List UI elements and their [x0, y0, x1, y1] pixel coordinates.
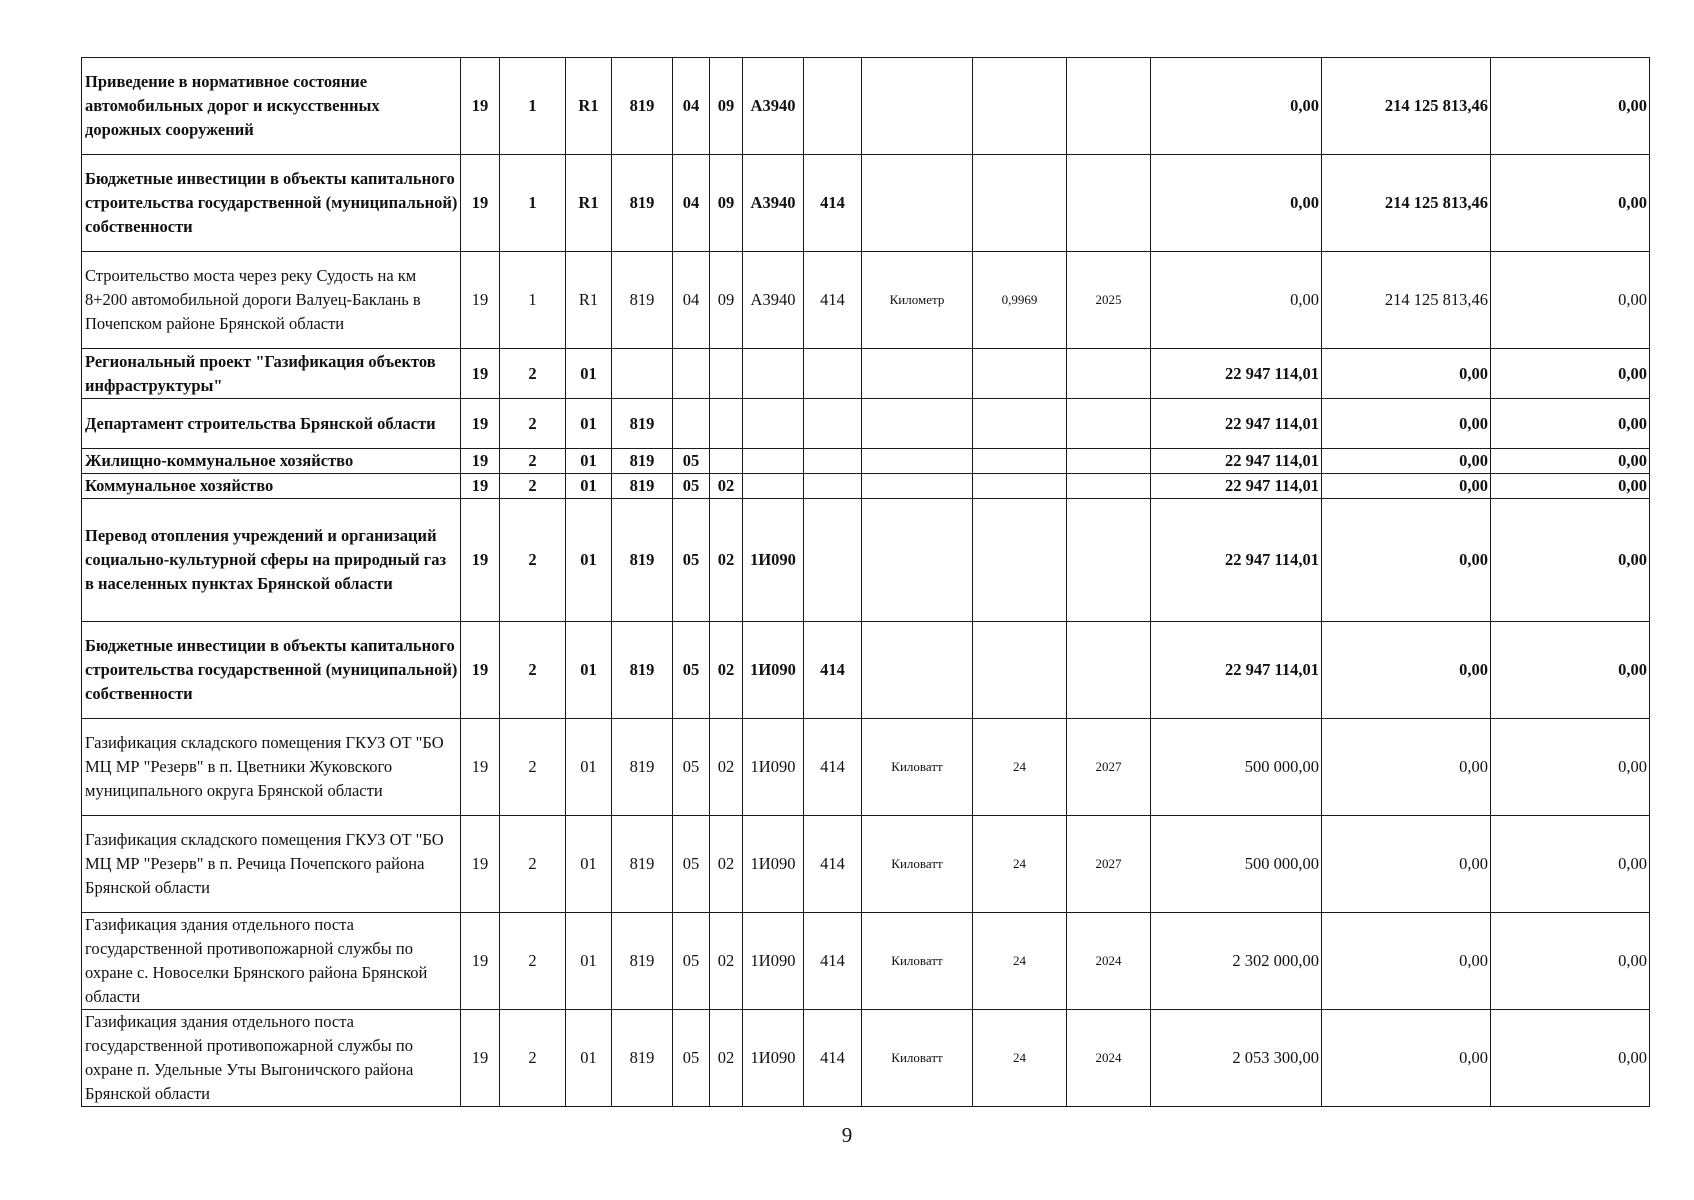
code-cell: 819 — [612, 399, 673, 449]
table-body — [82, 58, 1650, 1107]
table-row — [82, 399, 1650, 449]
amount-cell: 0,00 — [1151, 252, 1322, 349]
code-cell — [743, 399, 804, 449]
amount-cell: 0,00 — [1491, 449, 1650, 474]
code-cell: 19 — [461, 719, 500, 816]
amount-cell: 0,00 — [1322, 499, 1491, 622]
name-cell: Газификация здания отдельного поста государственной противопожарной службы по охране п. Удельные Уты Выгоничского района Брянской области — [82, 1010, 461, 1107]
code-cell: R1 — [566, 155, 612, 252]
code-cell: 05 — [673, 913, 710, 1010]
code-cell: 04 — [673, 58, 710, 155]
code-cell: 819 — [612, 499, 673, 622]
code-cell: 05 — [673, 1010, 710, 1107]
code-cell: 414 — [804, 719, 862, 816]
quantity-cell — [973, 449, 1067, 474]
amount-cell: 214 125 813,46 — [1322, 252, 1491, 349]
code-cell — [804, 58, 862, 155]
amount-cell: 0,00 — [1322, 622, 1491, 719]
amount-cell: 22 947 114,01 — [1151, 622, 1322, 719]
quantity-cell: 24 — [973, 816, 1067, 913]
table-row — [82, 719, 1650, 816]
code-cell: 01 — [566, 499, 612, 622]
budget-table — [81, 57, 1650, 1107]
code-cell: 19 — [461, 474, 500, 499]
amount-cell: 0,00 — [1491, 816, 1650, 913]
name-cell: Газификация здания отдельного поста государственной противопожарной службы по охране с. Новоселки Брянского района Брянской области — [82, 913, 461, 1010]
name-cell: Жилищно-коммунальное хозяйство — [82, 449, 461, 474]
code-cell: 01 — [566, 399, 612, 449]
name-cell: Газификация складского помещения ГКУЗ ОТ "БО МЦ МР "Резерв" в п. Речица Почепского района Брянской области — [82, 816, 461, 913]
amount-cell: 0,00 — [1322, 719, 1491, 816]
amount-cell: 0,00 — [1151, 155, 1322, 252]
quantity-cell: 24 — [973, 719, 1067, 816]
code-cell: 1И090 — [743, 499, 804, 622]
unit-cell: Киловатт — [862, 1010, 973, 1107]
code-cell: 19 — [461, 1010, 500, 1107]
code-cell: 01 — [566, 449, 612, 474]
code-cell: 2 — [500, 719, 566, 816]
name-cell: Бюджетные инвестиции в объекты капитального строительства государственной (муниципальной) собственности — [82, 155, 461, 252]
name-cell: Приведение в нормативное состояние автомобильных дорог и искусственных дорожных сооружений — [82, 58, 461, 155]
name-cell: Бюджетные инвестиции в объекты капитального строительства государственной (муниципальной) собственности — [82, 622, 461, 719]
amount-cell: 500 000,00 — [1151, 719, 1322, 816]
name-cell: Департамент строительства Брянской области — [82, 399, 461, 449]
unit-cell — [862, 474, 973, 499]
year-cell — [1067, 449, 1151, 474]
code-cell: 19 — [461, 58, 500, 155]
code-cell: 09 — [710, 155, 743, 252]
amount-cell: 0,00 — [1322, 1010, 1491, 1107]
name-cell: Перевод отопления учреждений и организаций социально-культурной сферы на природный газ в населенных пунктах Брянской области — [82, 499, 461, 622]
code-cell: 414 — [804, 622, 862, 719]
code-cell: 414 — [804, 252, 862, 349]
amount-cell: 0,00 — [1491, 1010, 1650, 1107]
code-cell: 2 — [500, 913, 566, 1010]
year-cell — [1067, 155, 1151, 252]
unit-cell — [862, 58, 973, 155]
code-cell — [743, 449, 804, 474]
name-cell: Строительство моста через реку Судость на км 8+200 автомобильной дороги Валуец-Баклань в Почепском районе Брянской области — [82, 252, 461, 349]
amount-cell: 0,00 — [1151, 58, 1322, 155]
code-cell: 19 — [461, 913, 500, 1010]
code-cell: 819 — [612, 816, 673, 913]
code-cell: R1 — [566, 252, 612, 349]
code-cell: 01 — [566, 1010, 612, 1107]
quantity-cell — [973, 399, 1067, 449]
code-cell: 19 — [461, 622, 500, 719]
quantity-cell — [973, 58, 1067, 155]
code-cell: 02 — [710, 719, 743, 816]
year-cell: 2025 — [1067, 252, 1151, 349]
code-cell — [804, 399, 862, 449]
code-cell: 819 — [612, 449, 673, 474]
code-cell — [804, 474, 862, 499]
code-cell: 01 — [566, 719, 612, 816]
amount-cell: 0,00 — [1491, 719, 1650, 816]
unit-cell — [862, 499, 973, 622]
code-cell: 2 — [500, 449, 566, 474]
table-row — [82, 622, 1650, 719]
code-cell: 02 — [710, 474, 743, 499]
amount-cell: 0,00 — [1322, 399, 1491, 449]
amount-cell: 22 947 114,01 — [1151, 474, 1322, 499]
quantity-cell: 0,9969 — [973, 252, 1067, 349]
code-cell: 19 — [461, 499, 500, 622]
code-cell: 04 — [673, 155, 710, 252]
year-cell: 2024 — [1067, 1010, 1151, 1107]
code-cell: 01 — [566, 622, 612, 719]
amount-cell: 0,00 — [1491, 252, 1650, 349]
code-cell: 19 — [461, 252, 500, 349]
code-cell: 819 — [612, 1010, 673, 1107]
code-cell: 2 — [500, 474, 566, 499]
code-cell: 2 — [500, 499, 566, 622]
code-cell — [673, 399, 710, 449]
code-cell: 414 — [804, 913, 862, 1010]
code-cell: 819 — [612, 155, 673, 252]
amount-cell: 2 053 300,00 — [1151, 1010, 1322, 1107]
year-cell: 2027 — [1067, 816, 1151, 913]
code-cell: 1И090 — [743, 1010, 804, 1107]
code-cell — [710, 349, 743, 399]
unit-cell — [862, 449, 973, 474]
code-cell: 1 — [500, 252, 566, 349]
amount-cell: 0,00 — [1491, 499, 1650, 622]
code-cell — [743, 474, 804, 499]
code-cell: 19 — [461, 349, 500, 399]
unit-cell: Киловатт — [862, 719, 973, 816]
quantity-cell: 24 — [973, 1010, 1067, 1107]
code-cell: 819 — [612, 474, 673, 499]
amount-cell: 2 302 000,00 — [1151, 913, 1322, 1010]
year-cell — [1067, 622, 1151, 719]
code-cell: 05 — [673, 622, 710, 719]
code-cell: 02 — [710, 499, 743, 622]
code-cell: 02 — [710, 1010, 743, 1107]
code-cell: 02 — [710, 816, 743, 913]
quantity-cell: 24 — [973, 913, 1067, 1010]
table-row — [82, 449, 1650, 474]
table-row — [82, 349, 1650, 399]
year-cell — [1067, 399, 1151, 449]
amount-cell: 0,00 — [1491, 155, 1650, 252]
quantity-cell — [973, 474, 1067, 499]
amount-cell: 500 000,00 — [1151, 816, 1322, 913]
code-cell: R1 — [566, 58, 612, 155]
amount-cell: 0,00 — [1491, 622, 1650, 719]
code-cell: 414 — [804, 1010, 862, 1107]
code-cell: 05 — [673, 816, 710, 913]
code-cell: 01 — [566, 474, 612, 499]
code-cell: 09 — [710, 252, 743, 349]
code-cell: 19 — [461, 155, 500, 252]
code-cell: 19 — [461, 816, 500, 913]
table-row — [82, 58, 1650, 155]
code-cell: 1И090 — [743, 816, 804, 913]
page-number: 9 — [841, 1123, 853, 1147]
code-cell: 01 — [566, 913, 612, 1010]
code-cell — [804, 499, 862, 622]
unit-cell — [862, 349, 973, 399]
code-cell: 19 — [461, 399, 500, 449]
code-cell: 2 — [500, 1010, 566, 1107]
code-cell: 414 — [804, 816, 862, 913]
year-cell: 2027 — [1067, 719, 1151, 816]
code-cell: 05 — [673, 474, 710, 499]
code-cell — [804, 449, 862, 474]
amount-cell: 214 125 813,46 — [1322, 58, 1491, 155]
code-cell: 819 — [612, 252, 673, 349]
amount-cell: 0,00 — [1491, 913, 1650, 1010]
unit-cell: Киловатт — [862, 816, 973, 913]
code-cell: 19 — [461, 449, 500, 474]
code-cell — [743, 349, 804, 399]
amount-cell: 0,00 — [1491, 58, 1650, 155]
code-cell: 09 — [710, 58, 743, 155]
code-cell: 2 — [500, 816, 566, 913]
amount-cell: 22 947 114,01 — [1151, 449, 1322, 474]
quantity-cell — [973, 622, 1067, 719]
code-cell: 819 — [612, 58, 673, 155]
amount-cell: 0,00 — [1322, 913, 1491, 1010]
quantity-cell — [973, 155, 1067, 252]
code-cell: 05 — [673, 499, 710, 622]
unit-cell — [862, 399, 973, 449]
code-cell: 2 — [500, 399, 566, 449]
code-cell: 1 — [500, 58, 566, 155]
amount-cell: 0,00 — [1491, 349, 1650, 399]
unit-cell — [862, 155, 973, 252]
code-cell: 819 — [612, 719, 673, 816]
table-row — [82, 155, 1650, 252]
table-row — [82, 474, 1650, 499]
table-row — [82, 499, 1650, 622]
code-cell: 02 — [710, 913, 743, 1010]
table-row — [82, 816, 1650, 913]
table-row — [82, 913, 1650, 1010]
code-cell: 2 — [500, 622, 566, 719]
code-cell: 01 — [566, 816, 612, 913]
table-row — [82, 1010, 1650, 1107]
year-cell — [1067, 349, 1151, 399]
code-cell — [804, 349, 862, 399]
amount-cell: 0,00 — [1491, 474, 1650, 499]
quantity-cell — [973, 499, 1067, 622]
code-cell: 414 — [804, 155, 862, 252]
name-cell: Региональный проект "Газификация объектов инфраструктуры" — [82, 349, 461, 399]
amount-cell: 0,00 — [1322, 474, 1491, 499]
table-row — [82, 252, 1650, 349]
amount-cell: 0,00 — [1322, 816, 1491, 913]
year-cell — [1067, 499, 1151, 622]
amount-cell: 0,00 — [1491, 399, 1650, 449]
code-cell: 01 — [566, 349, 612, 399]
code-cell: 04 — [673, 252, 710, 349]
amount-cell: 214 125 813,46 — [1322, 155, 1491, 252]
unit-cell: Киловатт — [862, 913, 973, 1010]
code-cell — [710, 449, 743, 474]
code-cell: 1И090 — [743, 622, 804, 719]
amount-cell: 0,00 — [1322, 449, 1491, 474]
code-cell — [710, 399, 743, 449]
code-cell: 1И090 — [743, 719, 804, 816]
unit-cell: Километр — [862, 252, 973, 349]
year-cell — [1067, 58, 1151, 155]
amount-cell: 0,00 — [1322, 349, 1491, 399]
code-cell: 1И090 — [743, 913, 804, 1010]
code-cell: А3940 — [743, 58, 804, 155]
code-cell: 05 — [673, 449, 710, 474]
amount-cell: 22 947 114,01 — [1151, 499, 1322, 622]
code-cell: 819 — [612, 622, 673, 719]
code-cell: 819 — [612, 913, 673, 1010]
code-cell — [612, 349, 673, 399]
name-cell: Газификация складского помещения ГКУЗ ОТ "БО МЦ МР "Резерв" в п. Цветники Жуковского муниципального округа Брянской области — [82, 719, 461, 816]
code-cell: 02 — [710, 622, 743, 719]
code-cell — [673, 349, 710, 399]
code-cell: 1 — [500, 155, 566, 252]
code-cell: 2 — [500, 349, 566, 399]
code-cell: А3940 — [743, 155, 804, 252]
year-cell: 2024 — [1067, 913, 1151, 1010]
name-cell: Коммунальное хозяйство — [82, 474, 461, 499]
quantity-cell — [973, 349, 1067, 399]
year-cell — [1067, 474, 1151, 499]
amount-cell: 22 947 114,01 — [1151, 399, 1322, 449]
amount-cell: 22 947 114,01 — [1151, 349, 1322, 399]
code-cell: А3940 — [743, 252, 804, 349]
unit-cell — [862, 622, 973, 719]
code-cell: 05 — [673, 719, 710, 816]
